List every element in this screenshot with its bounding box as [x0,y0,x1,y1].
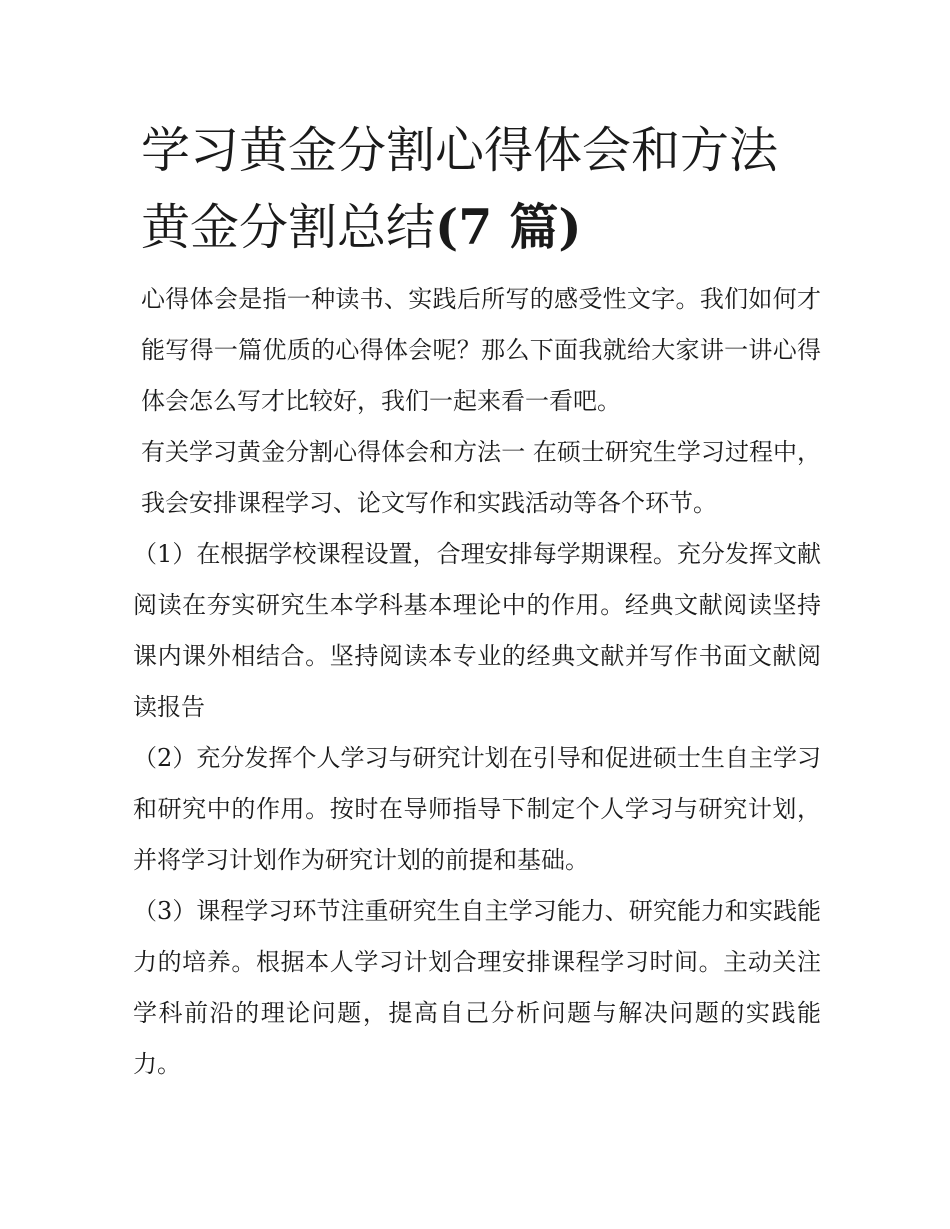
list-item-3: （3）课程学习环节注重研究生自主学习能力、研究能力和实践能力的培养。根据本人学习计划合理安排课程学习时间。主动关注学科前沿的理论问题，提高自己分析问题与解决问题的实践能力。 [133,897,821,1078]
document-title [141,112,821,266]
list-item-2: （2）充分发挥个人学习与研究计划在引导和促进硕士生自主学习和研究中的作用。按时在导师指导下制定个人学习与研究计划，并将学习计划作为研究计划的前提和基础。 [133,744,821,874]
title-count: (7 篇) [435,198,582,256]
document-body [133,112,821,1090]
title-line-2: 黄金分割总结 [141,199,436,256]
intro-paragraph: 心得体会是指一种读书、实践后所写的感受性文字。我们如何才能写得一篇优质的心得体会呢？那么下面我就给大家讲一讲心得体会怎么写才比较好，我们一起来看一看吧。 [141,285,821,415]
list-item-1: （1）在根据学校课程设置，合理安排每学期课程。充分发挥文献阅读在夯实研究生本学科基本理论中的作用。经典文献阅读坚持课内课外相结合。坚持阅读本专业的经典文献并写作书面文献阅读报告 [133,540,821,721]
section-intro-paragraph: 有关学习黄金分割心得体会和方法一 在硕士研究生学习过程中，我会安排课程学习、论文写作和实践活动等各个环节。 [141,438,821,517]
title-line-1: 学习黄金分割心得体会和方法 [141,122,779,179]
